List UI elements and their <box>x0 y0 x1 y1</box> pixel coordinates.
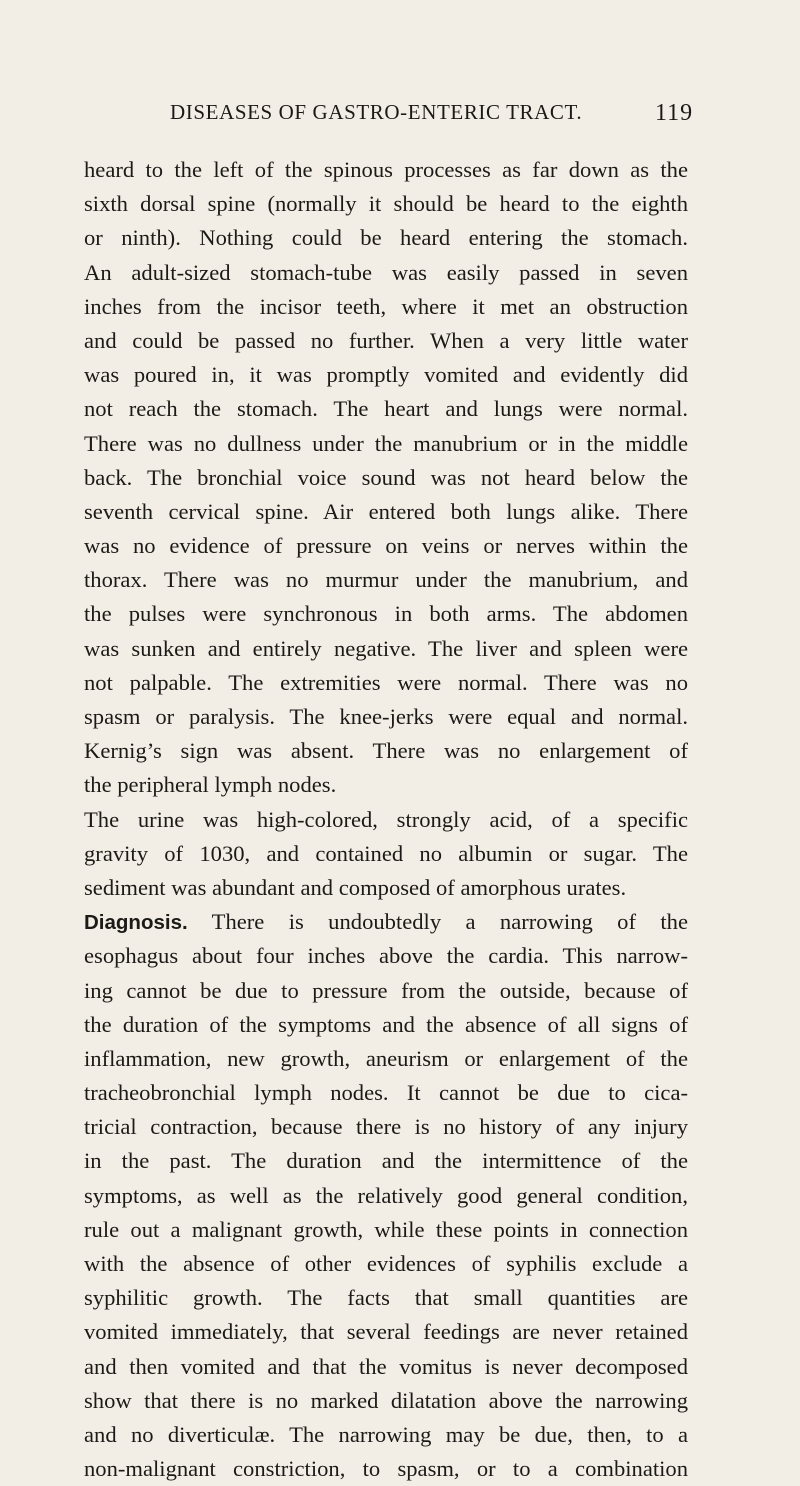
text-line: sediment was abundant and composed of amorphous urates. <box>84 874 627 900</box>
text-line: sixth dorsal spine (normally it should be heard to the eighth <box>84 191 688 217</box>
text-line: with the absence of other evidences of syphilis exclude a <box>84 1251 688 1276</box>
text-line: seventh cervical spine. Air entered both lungs alike. There <box>84 498 688 524</box>
text-line: was sunken and entirely negative. The liver and spleen were <box>84 635 688 661</box>
text-line: show that there is no marked dilatation above the narrowing <box>84 1387 688 1413</box>
text-line: the pulses were synchronous in both arms. The abdomen <box>84 601 688 627</box>
text-line: tricial contraction, because there is no history of any injury <box>84 1114 688 1140</box>
text-line: was poured in, it was promptly vomited and evidently did <box>84 362 688 388</box>
text-line: ing cannot be due to pressure from the outside, because of <box>84 977 688 1003</box>
text-line: syphilitic growth. The facts that small quantities are <box>84 1285 688 1311</box>
text-line: Kernig’s sign was absent. There was no enlargement of <box>84 738 688 764</box>
running-head: DISEASES OF GASTRO-ENTERIC TRACT. <box>170 100 583 124</box>
text-line: There was no dullness under the manubrium or in the middle <box>84 430 688 456</box>
text-line: esophagus about four inches above the cardia. This narrow- <box>84 943 688 969</box>
paragraph-urine <box>84 803 688 906</box>
text-line: gravity of 1030, and contained no albumin or sugar. The <box>84 840 688 866</box>
text-line: symptoms, as well as the relatively good general condition, <box>84 1182 688 1208</box>
paragraph-diagnosis <box>84 905 688 1486</box>
text-line: non-malignant constriction, to spasm, or to a combination <box>84 1456 688 1482</box>
text-line: An adult-sized stomach-tube was easily passed in seven <box>84 259 688 285</box>
body-text <box>84 153 688 1486</box>
text-line: the peripheral lymph nodes. <box>84 772 337 798</box>
text-line: or ninth). Nothing could be heard entering the stomach. <box>84 225 688 251</box>
text-line: and no diverticulæ. The narrowing may be due, then, to a <box>84 1421 688 1447</box>
text-line: rule out a malignant growth, while these points in connection <box>84 1216 688 1242</box>
text-run: There is undoubtedly a narrowing of the <box>187 909 688 935</box>
text-line: the duration of the symptoms and the absence of all signs of <box>84 1011 688 1037</box>
text-line: inches from the incisor teeth, where it met an obstruction <box>84 293 688 319</box>
text-line <box>84 905 688 939</box>
paragraph-exam-findings <box>84 153 688 803</box>
text-line: and could be passed no further. When a very little water <box>84 327 688 353</box>
text-line: back. The bronchial voice sound was not heard below the <box>84 464 688 490</box>
text-line: was no evidence of pressure on veins or nerves within the <box>84 533 688 559</box>
diagnosis-heading: Diagnosis. <box>84 911 188 935</box>
text-line: and then vomited and that the vomitus is never decomposed <box>84 1353 688 1379</box>
text-line: in the past. The duration and the intermittence of the <box>84 1148 688 1174</box>
text-line: spasm or paralysis. The knee-jerks were equal and normal. <box>84 704 688 729</box>
text-line: The urine was high-colored, strongly acid, of a specific <box>84 806 688 832</box>
page-number: 119 <box>655 100 694 126</box>
text-line: inflammation, new growth, aneurism or enlargement of the <box>84 1045 688 1071</box>
text-line: thorax. There was no murmur under the manubrium, and <box>84 567 688 593</box>
text-line: not palpable. The extremities were normal. There was no <box>84 669 688 695</box>
text-line: not reach the stomach. The heart and lungs were normal. <box>84 396 688 422</box>
text-line: tracheobronchial lymph nodes. It cannot be due to cica- <box>84 1080 688 1106</box>
text-line: heard to the left of the spinous processes as far down as the <box>84 157 688 182</box>
text-line: vomited immediately, that several feedings are never retained <box>84 1319 688 1345</box>
